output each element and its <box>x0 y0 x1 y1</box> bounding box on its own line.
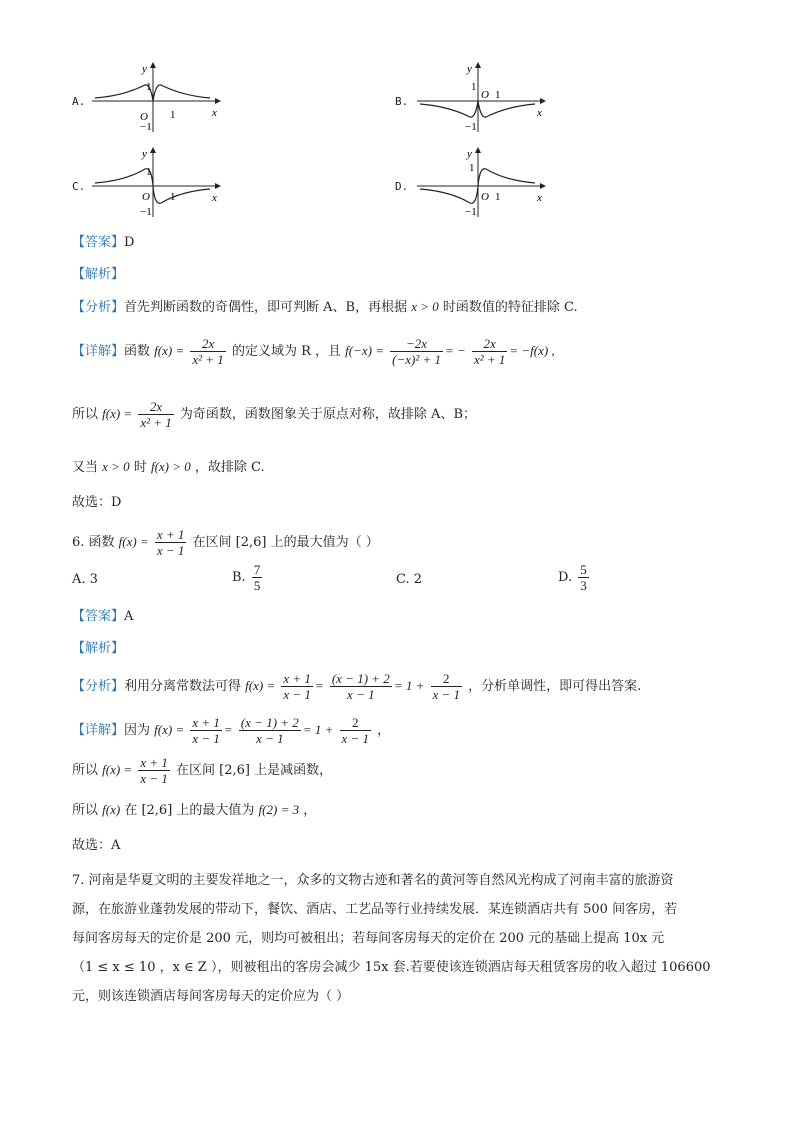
q5-fenxi: 【分析】首先判断函数的奇偶性，即可判断 A、B，再根据 x > 0 时函数值的特征排除 C. <box>72 299 578 315</box>
y-one: 1 <box>146 81 152 93</box>
q6-analysis: 【解析】 <box>72 641 125 656</box>
svg-text:−1: −1 <box>465 206 477 218</box>
q5-analysis: 【解析】 <box>72 267 125 282</box>
svg-text:−1: −1 <box>140 206 152 218</box>
q6-option-c: C. 2 <box>396 572 423 587</box>
graph-d <box>415 145 555 220</box>
q7-line-3: 每间客房每天的定价是 200 元，则均可被租出；若每间客房每天的定价在 200 元的基础上提高 10x 元 <box>72 931 665 946</box>
y-neg-one: −1 <box>140 121 152 133</box>
q6-choose: 故选：A <box>72 838 121 853</box>
svg-text:1: 1 <box>471 81 477 93</box>
svg-text:x: x <box>212 192 217 204</box>
option-d-label: D. <box>395 180 409 193</box>
svg-text:O: O <box>142 191 150 203</box>
q6-answer: 【答案】A <box>72 609 134 624</box>
q7-line-4: （1 ≤ x ≤ 10 ，x ∈ Z ），则被租出的客房会减少 15x 套.若要使该连锁酒店每天租赁客房的收入超过 106600 <box>72 960 711 975</box>
option-b-label: B. <box>395 95 409 108</box>
svg-text:O: O <box>481 89 489 101</box>
q6-max: 所以 f(x) 在 [2,6] 上的最大值为 f(2) = 3 ， <box>72 802 317 818</box>
svg-text:1: 1 <box>469 162 475 174</box>
graph-a <box>90 60 230 135</box>
q7-line-1: 7. 河南是华夏文明的主要发祥地之一，众多的文物古迹和著名的黄河等自然风光构成了河南丰富的旅游资 <box>72 873 674 888</box>
q5-detail: 【详解】函数 f(x) = $\frac{2x}{\text{x² + 1}}$ 的定义域为 R ，且 f(−x) = $\frac{-2x}{\text{(−x)² + 1}}$ = − $\frac{2x}{\text{x² + 1}}$ = −f(x) , <box>72 336 555 367</box>
x-label: x <box>212 107 217 119</box>
q6-option-a: A. 3 <box>72 572 98 587</box>
q7-stem <box>72 866 732 1011</box>
svg-text:O: O <box>481 191 489 203</box>
x-arrow <box>215 98 221 104</box>
graph-c <box>90 145 230 220</box>
x-one: 1 <box>170 109 176 121</box>
y-arrow <box>150 62 156 68</box>
q5-also: 又当 x > 0 时 f(x) > 0 ，故排除 C. <box>72 459 265 475</box>
svg-text:1: 1 <box>495 89 501 101</box>
q6-option-d: D. $\frac{5}{3}$ <box>558 562 587 593</box>
q6-stem: 6. 函数 f(x) = $\frac{x + 1}{x - 1}$ 在区间 [2,6] 上的最大值为（ ） <box>72 527 379 558</box>
svg-text:1: 1 <box>495 191 501 203</box>
q5-answer <box>72 234 134 252</box>
q5-so: 所以 f(x) = $\frac{2x}{\text{x² + 1}}$ 为奇函数，函数图象关于原点对称，故排除 A、B； <box>72 399 477 430</box>
q7-line-5: 元，则该连锁酒店每间客房每天的定价应为（ ） <box>72 989 350 1004</box>
y-label: y <box>142 63 147 75</box>
svg-text:y: y <box>467 63 472 75</box>
answer-tag: 【答案】 <box>72 235 125 250</box>
option-a-label: A. <box>72 95 86 108</box>
q6-option-b: B. $\frac{7}{5}$ <box>232 562 261 593</box>
q6-so: 所以 f(x) = $\frac{x + 1}{x - 1}$ 在区间 [2,6] 上是减函数， <box>72 755 333 786</box>
svg-text:y: y <box>467 148 472 160</box>
svg-text:x: x <box>537 107 542 119</box>
q6-fenxi: 【分析】利用分离常数法可得 f(x) = $\frac{x + 1}{x - 1}$ = $\frac{(x - 1) + 2}{x - 1}$ = 1 + $\frac{2}{x - 1}$ ，分析单调性，即可得出答案. <box>72 671 642 702</box>
svg-text:1: 1 <box>146 166 152 178</box>
option-c-label: C. <box>72 180 86 193</box>
q6-detail: 【详解】因为 f(x) = $\frac{x + 1}{x - 1}$ = $\frac{(x - 1) + 2}{x - 1}$ = 1 + $\frac{2}{x - 1}$ ， <box>72 715 391 746</box>
svg-text:1: 1 <box>170 191 176 203</box>
graph-b <box>415 60 555 135</box>
q5-choose: 故选：D <box>72 495 122 510</box>
svg-text:y: y <box>142 148 147 160</box>
svg-text:−1: −1 <box>465 121 477 133</box>
q7-line-2: 源，在旅游业蓬勃发展的带动下，餐饮、酒店、工艺品等行业持续发展．某连锁酒店共有 500 间客房，若 <box>72 902 678 917</box>
answer-value: D <box>124 235 135 250</box>
origin: O <box>140 111 148 123</box>
svg-text:x: x <box>537 192 542 204</box>
